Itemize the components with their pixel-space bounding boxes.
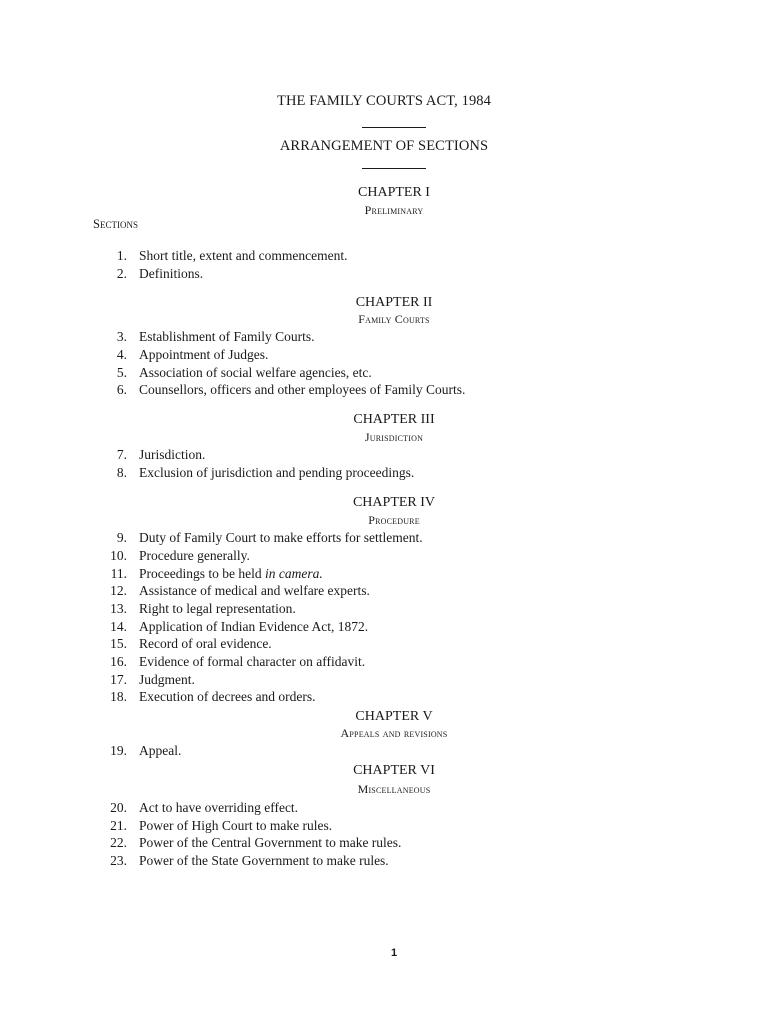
chapter-heading: CHAPTER IV — [352, 495, 436, 510]
section-number: 10. — [110, 548, 127, 563]
section-title: Record of oral evidence. — [139, 636, 272, 651]
section-item — [0, 853, 768, 870]
chapter-subheading: Appeals and revisions — [340, 726, 448, 740]
section-number: 9. — [116, 530, 127, 545]
section-number: 7. — [116, 447, 127, 462]
section-number: 5. — [116, 365, 127, 380]
section-item — [0, 800, 768, 817]
section-item — [0, 743, 768, 760]
section-item — [0, 329, 768, 346]
section-item — [0, 619, 768, 636]
section-title: Power of High Court to make rules. — [139, 818, 333, 833]
chapter-heading: CHAPTER I — [358, 185, 430, 200]
sections-label: Sections — [93, 217, 138, 231]
section-item — [0, 365, 768, 382]
section-number: 23. — [110, 853, 127, 868]
section-number: 12. — [110, 583, 127, 598]
section-title: Power of the State Government to make rules. — [139, 853, 389, 868]
section-number: 16. — [110, 654, 127, 669]
section-item — [0, 447, 768, 464]
section-number: 17. — [110, 672, 127, 687]
section-title: Execution of decrees and orders. — [139, 689, 316, 704]
section-title: Appointment of Judges. — [139, 347, 269, 362]
section-item — [0, 548, 768, 565]
section-item — [0, 835, 768, 852]
section-item — [0, 266, 768, 283]
section-title: Short title, extent and commencement. — [139, 248, 348, 263]
chapter-heading: CHAPTER II — [355, 295, 433, 310]
section-title: Exclusion of jurisdiction and pending proceedings. — [139, 465, 415, 480]
section-item — [0, 689, 768, 706]
section-item — [0, 583, 768, 600]
chapter-subheading: Jurisdiction — [364, 430, 424, 444]
section-number: 1. — [116, 248, 127, 263]
section-number: 11. — [110, 566, 127, 581]
section-item — [0, 654, 768, 671]
section-number: 20. — [110, 800, 127, 815]
section-item — [0, 566, 768, 583]
chapter-subheading: Preliminary — [364, 203, 424, 217]
title-divider — [362, 127, 426, 128]
section-item — [0, 347, 768, 364]
section-number: 21. — [110, 818, 127, 833]
section-number: 13. — [110, 601, 127, 616]
section-number: 2. — [116, 266, 127, 281]
section-number: 19. — [110, 743, 127, 758]
arrangement-heading: ARRANGEMENT OF SECTIONS — [279, 138, 489, 154]
section-title: Act to have overriding effect. — [139, 800, 299, 815]
chapter-heading: CHAPTER V — [355, 709, 433, 724]
page-number: 1 — [390, 947, 398, 959]
section-title — [139, 566, 323, 582]
section-item — [0, 601, 768, 618]
section-title: Evidence of formal character on affidavit. — [139, 654, 366, 669]
section-number: 8. — [116, 465, 127, 480]
section-title: Judgment. — [139, 672, 195, 687]
section-number: 15. — [110, 636, 127, 651]
section-title: Appeal. — [139, 743, 182, 758]
chapter-heading: CHAPTER VI — [353, 763, 435, 778]
act-title: THE FAMILY COURTS ACT, 1984 — [277, 93, 491, 109]
section-title: Assistance of medical and welfare experts. — [139, 583, 370, 598]
section-title: Jurisdiction. — [139, 447, 206, 462]
section-item — [0, 465, 768, 482]
section-title: Right to legal representation. — [139, 601, 296, 616]
section-item — [0, 530, 768, 547]
section-title: Association of social welfare agencies, etc. — [139, 365, 372, 380]
section-item — [0, 818, 768, 835]
chapter-subheading: Miscellaneous — [357, 782, 431, 796]
section-item — [0, 672, 768, 689]
section-title: Procedure generally. — [139, 548, 250, 563]
section-item — [0, 636, 768, 653]
section-number: 3. — [116, 329, 127, 344]
section-number: 4. — [116, 347, 127, 362]
section-title: Duty of Family Court to make efforts for settlement. — [139, 530, 423, 545]
section-number: 6. — [116, 382, 127, 397]
section-number: 18. — [110, 689, 127, 704]
section-title: Power of the Central Government to make rules. — [139, 835, 402, 850]
section-number: 14. — [110, 619, 127, 634]
section-title-italic: in camera. — [264, 566, 323, 581]
section-title: Counsellors, officers and other employees of Family Courts. — [139, 382, 466, 397]
chapter-heading: CHAPTER III — [353, 412, 435, 427]
chapter-subheading: Family Courts — [358, 312, 430, 326]
arrangement-divider — [362, 168, 426, 169]
chapter-subheading: Procedure — [368, 513, 420, 527]
section-number: 22. — [110, 835, 127, 850]
section-title: Definitions. — [139, 266, 204, 281]
section-title: Establishment of Family Courts. — [139, 329, 315, 344]
section-item — [0, 382, 768, 399]
section-title-text: Proceedings to be held — [139, 566, 262, 581]
section-title: Application of Indian Evidence Act, 1872. — [139, 619, 369, 634]
section-item — [0, 248, 768, 265]
